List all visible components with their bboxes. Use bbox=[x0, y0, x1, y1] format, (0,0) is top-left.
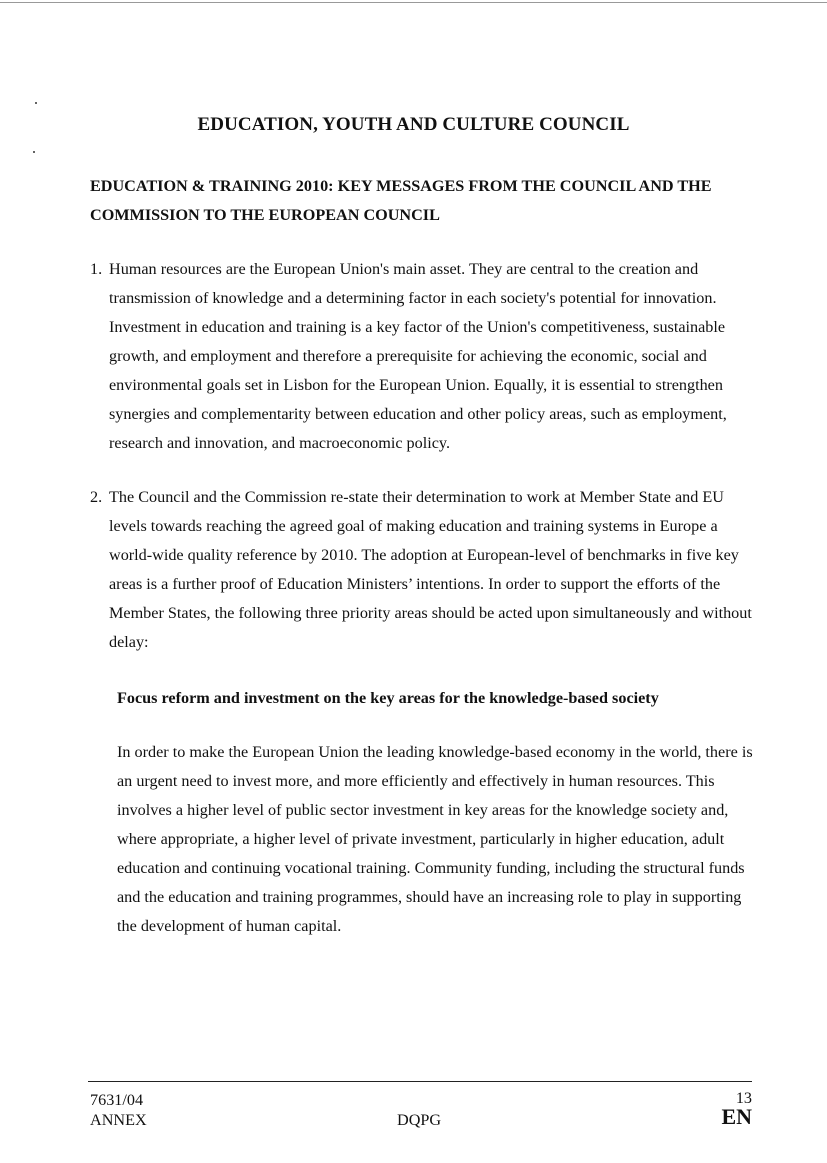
subsection-text: In order to make the European Union the leading knowledge-based economy in the world, there is an urgent need to invest more, and more efficiently and effectively in human resources. This involves a higher level of public sector investment in key areas for the knowledge society and, where appropriate, a higher level of private investment, particularly in higher education, adult education and continuing vocational training. Community funding, including the structural funds and the education and training programmes, should have an increasing role to play in supporting the development of human capital. bbox=[117, 743, 753, 935]
paragraph-2 bbox=[90, 483, 752, 657]
footer-doc-ref: 7631/04 bbox=[90, 1091, 144, 1109]
top-scan-edge bbox=[0, 2, 827, 3]
council-title: EDUCATION, YOUTH AND CULTURE COUNCIL bbox=[197, 114, 630, 135]
language-code: EN bbox=[721, 1104, 752, 1129]
footer-divider bbox=[88, 1081, 752, 1082]
subsection-heading: Focus reform and investment on the key areas for the knowledge-based society bbox=[117, 689, 659, 707]
page-number: 13 bbox=[735, 1089, 752, 1107]
paragraph-2-number: 2. bbox=[90, 488, 103, 506]
document-heading: EDUCATION & TRAINING 2010: KEY MESSAGES FROM THE COUNCIL AND THE COMMISSION TO THE EUROPEAN COUNCIL bbox=[90, 177, 712, 224]
paragraph-1-number: 1. bbox=[90, 260, 103, 278]
paragraph-1 bbox=[90, 255, 752, 458]
footer-department: DQPG bbox=[397, 1111, 442, 1129]
footer-annex: ANNEX bbox=[90, 1111, 147, 1129]
scan-speck bbox=[33, 151, 35, 153]
paragraph-2-text: The Council and the Commission re-state their determination to work at Member State and EU levels towards reaching the agreed goal of making education and training systems in Europe a world-wide quality reference by 2010. The adoption at European-level of benchmarks in five key areas is a further proof of Education Ministers’ intentions. In order to support the efforts of the Member States, the following three priority areas should be acted upon simultaneously and without delay: bbox=[109, 488, 752, 651]
scan-speck bbox=[35, 102, 37, 104]
paragraph-1-text: Human resources are the European Union's main asset. They are central to the creation and transmission of knowledge and a determining factor in each society's potential for innovation. Investment in education and training is a key factor of the Union's competitiveness, sustainable growth, and employment and therefore a prerequisite for achieving the economic, social and environmental goals set in Lisbon for the European Union. Equally, it is essential to strengthen synergies and complementarity between education and other policy areas, such as employment, research and innovation, and macroeconomic policy. bbox=[109, 260, 727, 452]
